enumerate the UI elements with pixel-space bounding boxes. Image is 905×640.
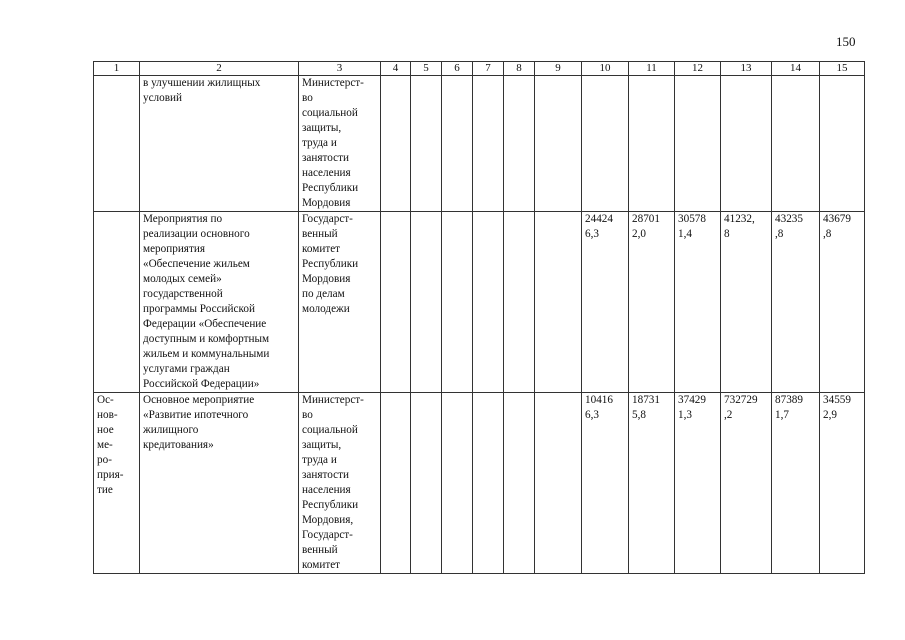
value-cell [721,76,772,212]
header-cell: 4 [381,62,411,76]
header-cell: 10 [582,62,629,76]
row-type-cell [94,76,140,212]
empty-cell [535,76,582,212]
empty-cell [473,393,504,574]
value-cell: 43235 ,8 [772,212,820,393]
value-cell: 28701 2,0 [629,212,675,393]
row-type-cell: Ос- нов- ное ме- ро- прия- тие [94,393,140,574]
header-cell: 2 [140,62,299,76]
value-cell: 43679 ,8 [820,212,865,393]
empty-cell [473,76,504,212]
value-cell [772,76,820,212]
activity-name-cell: Мероприятия по реализации основного мероприятия «Обеспечение жильем молодых семей» государственной программы Российской Федерации «Обеспечение доступным и комфортным жильем и коммунальными услугами граждан Российской Федерации» [140,212,299,393]
header-cell: 11 [629,62,675,76]
header-cell: 6 [442,62,473,76]
header-cell: 5 [411,62,442,76]
value-cell: 732729 ,2 [721,393,772,574]
empty-cell [535,393,582,574]
header-cell: 7 [473,62,504,76]
page-number: 150 [836,34,856,49]
table-header-row [94,62,865,76]
empty-cell [535,212,582,393]
value-cell: 10416 6,3 [582,393,629,574]
executor-cell: Государст- венный комитет Республики Мордовия по делам молодежи [299,212,381,393]
value-cell: 37429 1,3 [675,393,721,574]
empty-cell [442,76,473,212]
table-row [94,76,865,212]
header-cell: 15 [820,62,865,76]
value-cell [582,76,629,212]
empty-cell [411,76,442,212]
header-cell: 13 [721,62,772,76]
header-cell: 9 [535,62,582,76]
empty-cell [504,212,535,393]
header-cell: 3 [299,62,381,76]
activity-name-cell: Основное мероприятие «Развитие ипотечного жилищного кредитования» [140,393,299,574]
empty-cell [504,76,535,212]
empty-cell [504,393,535,574]
executor-cell: Министерст- во социальной защиты, труда и занятости населения Республики Мордовия, Государст- венный комитет [299,393,381,574]
header-cell: 14 [772,62,820,76]
value-cell: 87389 1,7 [772,393,820,574]
empty-cell [411,212,442,393]
value-cell: 41232, 8 [721,212,772,393]
empty-cell [473,212,504,393]
value-cell [675,76,721,212]
program-table [93,61,865,574]
table-row [94,212,865,393]
row-type-cell [94,212,140,393]
empty-cell [442,393,473,574]
header-cell: 8 [504,62,535,76]
header-cell: 12 [675,62,721,76]
value-cell: 34559 2,9 [820,393,865,574]
header-cell: 1 [94,62,140,76]
value-cell [629,76,675,212]
empty-cell [381,76,411,212]
empty-cell [381,212,411,393]
activity-name-cell: в улучшении жилищных условий [140,76,299,212]
executor-cell: Министерст- во социальной защиты, труда и занятости населения Республики Мордовия [299,76,381,212]
empty-cell [381,393,411,574]
value-cell: 18731 5,8 [629,393,675,574]
empty-cell [411,393,442,574]
table-row [94,393,865,574]
value-cell: 24424 6,3 [582,212,629,393]
empty-cell [442,212,473,393]
value-cell: 30578 1,4 [675,212,721,393]
value-cell [820,76,865,212]
